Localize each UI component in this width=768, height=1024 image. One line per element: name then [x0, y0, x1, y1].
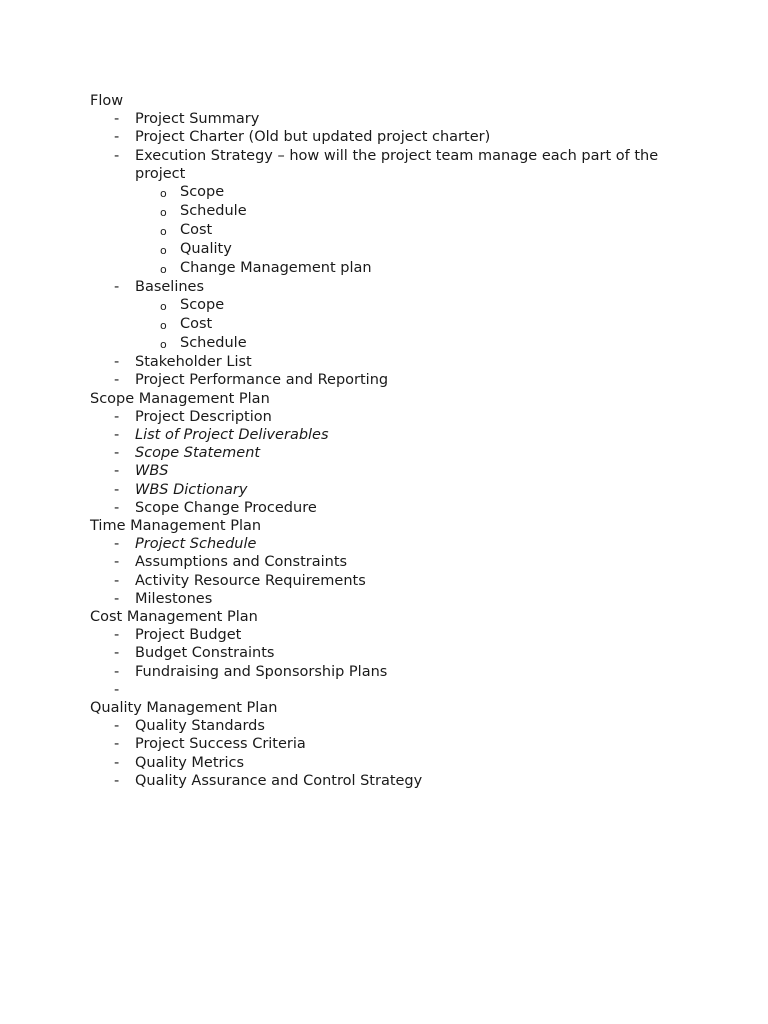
sub-list-item-text: Scope: [180, 297, 225, 314]
list-item: [90, 681, 730, 699]
sub-list-item: [90, 221, 730, 240]
list-item: [90, 426, 730, 444]
list-item: [90, 353, 730, 371]
dash-bullet-icon: -: [114, 663, 120, 680]
list-item: [90, 663, 730, 681]
list-item-text: Budget Constraints: [135, 645, 275, 662]
list-item: [90, 128, 730, 146]
list-item: [90, 535, 730, 553]
dash-bullet-icon: -: [114, 718, 120, 735]
list-item: [90, 572, 730, 590]
list-item-text: Project Schedule: [135, 536, 257, 553]
list-item: [90, 626, 730, 644]
dash-bullet-icon: -: [114, 627, 120, 644]
list-item: [90, 717, 730, 735]
outline-section: [90, 92, 730, 390]
dash-bullet-icon: -: [114, 681, 120, 698]
circle-bullet-icon: o: [160, 225, 167, 239]
outline-section: [90, 608, 730, 699]
outline-section: [90, 699, 730, 790]
list-item-text: [135, 681, 665, 699]
outline-section: [90, 390, 730, 517]
list-item: [90, 590, 730, 608]
list-item-text: Project Summary: [135, 111, 260, 128]
sub-list-item: [90, 202, 730, 221]
dash-bullet-icon: -: [114, 147, 120, 164]
list-item-text: Quality Metrics: [135, 754, 245, 771]
list-item: [90, 772, 730, 790]
list-item: [90, 110, 730, 128]
dash-bullet-icon: -: [114, 408, 120, 425]
dash-bullet-icon: -: [114, 372, 120, 389]
section-heading: Time Management Plan: [90, 518, 262, 535]
list-item: [90, 481, 730, 499]
list-item-text: Quality Assurance and Control Strategy: [135, 772, 423, 789]
list-item-text: Project Charter (Old but updated project charter): [135, 129, 491, 146]
section-heading: Flow: [90, 93, 124, 109]
section-heading: Quality Management Plan: [90, 700, 278, 717]
list-item-text: Project Success Criteria: [135, 736, 306, 753]
list-item: [90, 462, 730, 480]
dash-bullet-icon: -: [114, 481, 120, 498]
dash-bullet-icon: -: [114, 463, 120, 480]
list-item: [90, 444, 730, 462]
sub-list-item: [90, 315, 730, 334]
sub-list-item-text: Cost: [180, 222, 213, 239]
sub-list-item: [90, 183, 730, 202]
list-item-text: Baselines: [135, 279, 205, 296]
circle-bullet-icon: o: [160, 338, 167, 352]
dash-bullet-icon: -: [114, 354, 120, 371]
list-item-text: Quality Standards: [135, 718, 265, 735]
sub-list-item: [90, 296, 730, 315]
list-item-text: Project Description: [135, 408, 272, 425]
list-item: [90, 499, 730, 517]
list-item-text: Scope Statement: [135, 445, 261, 462]
sub-list-item: [90, 334, 730, 353]
list-item-text: Execution Strategy – how will the project team manage each part of the project: [135, 147, 659, 182]
dash-bullet-icon: -: [114, 590, 120, 607]
dash-bullet-icon: -: [114, 129, 120, 146]
sub-list-item: [90, 240, 730, 259]
list-item: [90, 754, 730, 772]
dash-bullet-icon: -: [114, 754, 120, 771]
list-item-text: Activity Resource Requirements: [135, 572, 366, 589]
list-item: [90, 735, 730, 753]
dash-bullet-icon: -: [114, 445, 120, 462]
list-item: [90, 371, 730, 389]
outline-section: [90, 517, 730, 608]
section-heading: Cost Management Plan: [90, 609, 258, 626]
list-item-text: Fundraising and Sponsorship Plans: [135, 663, 388, 680]
sub-list-item-text: Quality: [180, 241, 232, 258]
list-item: [90, 278, 730, 296]
circle-bullet-icon: o: [160, 300, 167, 314]
dash-bullet-icon: -: [114, 645, 120, 662]
dash-bullet-icon: -: [114, 572, 120, 589]
dash-bullet-icon: -: [114, 111, 120, 128]
list-item-text: WBS: [135, 463, 169, 480]
sub-list-item-text: Cost: [180, 316, 213, 333]
list-item: [90, 147, 730, 183]
section-heading: Scope Management Plan: [90, 390, 270, 407]
dash-bullet-icon: -: [114, 427, 120, 444]
list-item-text: Project Performance and Reporting: [135, 372, 389, 389]
circle-bullet-icon: o: [160, 319, 167, 333]
list-item-text: Scope Change Procedure: [135, 499, 317, 516]
circle-bullet-icon: o: [160, 206, 167, 220]
list-item: [90, 644, 730, 662]
circle-bullet-icon: o: [160, 187, 167, 201]
sub-list-item-text: Schedule: [180, 335, 247, 352]
sub-list-item-text: Scope: [180, 184, 225, 201]
dash-bullet-icon: -: [114, 736, 120, 753]
document-body: [90, 92, 730, 790]
sub-list-item: [90, 259, 730, 278]
dash-bullet-icon: -: [114, 554, 120, 571]
dash-bullet-icon: -: [114, 279, 120, 296]
list-item-text: Assumptions and Constraints: [135, 554, 348, 571]
sub-list-item-text: Change Management plan: [180, 260, 372, 277]
list-item: [90, 408, 730, 426]
dash-bullet-icon: -: [114, 536, 120, 553]
list-item-text: Project Budget: [135, 627, 242, 644]
list-item-text: Milestones: [135, 590, 213, 607]
dash-bullet-icon: -: [114, 772, 120, 789]
list-item-text: WBS Dictionary: [135, 481, 248, 498]
circle-bullet-icon: o: [160, 244, 167, 258]
dash-bullet-icon: -: [114, 499, 120, 516]
sub-list-item-text: Schedule: [180, 203, 247, 220]
list-item-text: Stakeholder List: [135, 354, 252, 371]
list-item-text: List of Project Deliverables: [135, 427, 329, 444]
circle-bullet-icon: o: [160, 263, 167, 277]
list-item: [90, 553, 730, 571]
